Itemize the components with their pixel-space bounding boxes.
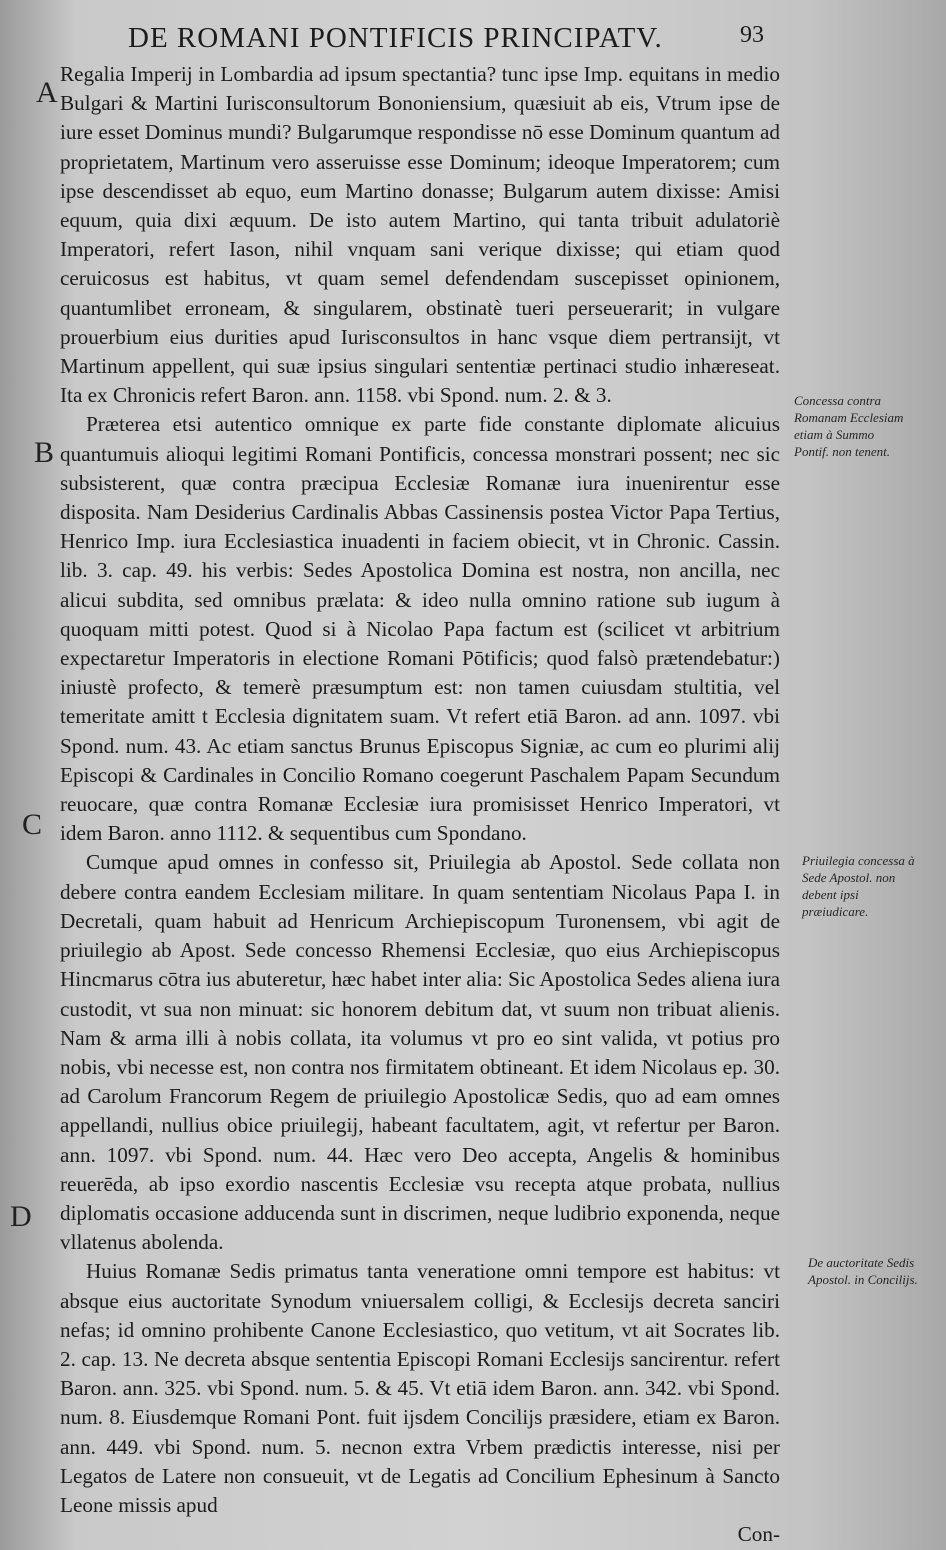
section-letter-d: D [10,1200,32,1233]
page-number: 93 [740,22,764,48]
margin-note-2: Priuilegia concessa à Sede Apostol. non debent ipsi præiudicare. [802,853,915,919]
paragraph-3: Cumque apud omnes in confesso sit, Priuilegia ab Apostol. Sede collata non debere contra eandem Ecclesiam militare. In quam sententiam Nicolaus Papa I. in Decretali, quam habuit ad Henricum Archiepiscopum Turonensem, vbi agit de priuilegio ab Apost. Sede concesso Rhemensi Ecclesiæ, quo eius Archiepiscopus Hincmarus cōtra ius abuteretur, hæc habet inter alia: Sic Apostolica Sedes aliena iura custodit, vt sua non minuat: sic honorem debitum dat, vt suum non tribuat alienis. Nam & arma illi à nobis collata, ita volumus vt pro eo sint valida, vt potius pro nobis, vbi necesse est, non contra nos firmitatem obtineant. Et idem Nicolaus ep. 30. ad Carolum Francorum Regem de priuilegio Apostolicæ Sedis, quo ad eam omnes appellandi, nullius obice priuilegij, habeant facultatem, agit, vt refertur per Baron. ann. 1097. vbi Spond. num. 44. Hæc vero Deo accepta, Angelis & hominibus reuerēda, ab ipso exordio nascentis Ecclesiæ vsu recepta atque probata, nullius diplomatis occasione adducenda sunt in discrimen, neque ludibrio exponenda, neque vllatenus abolenda. [60,850,780,1255]
section-letter-b: B [34,436,55,469]
paragraph-1: Regalia Imperij in Lombardia ad ipsum spectantia? tunc ipse Imp. equitans in medio Bulgari & Martini Iurisconsultorum Bononiensium, quæsiuit ab eis, Vtrum ipse de iure esset Dominus mundi? Bulgarumque respondisse nō esse Dominum quantum ad proprietatem, Martinum vero asseruisse esse Dominum; ideoque Imperatorem; cum ipse descendisset ab equo, eum Martino donasse; Bulgarum autem dixisse: Amisi equum, quia dixi æquum. De isto autem Martino, qui tanta tribuit adulatoriè Imperatori, refert Iason, nihil vnquam sani verique dixisse; qui etiam quod ceruicosus est habitus, vt quam semel defendendam suscepisset opinionem, quantumlibet erroneam, & singularem, obstinatè tueri perseuerarit; in vulgare prouerbium eius durities apud Iurisconsultos in hanc vsque diem pertransijt, vt Martinum appellent, qui suæ ipsius singulari sententiæ pertinaci studio inhæreseat. Ita ex Chronicis refert Baron. ann. 1158. vbi Spond. num. 2. & 3. [60,62,780,408]
margin-note-1: Concessa contra Romanam Ecclesiam etiam à Summo Pontif. non tenent. [794,393,904,459]
section-letter-c: C [22,808,43,841]
paragraph-4: Huius Romanæ Sedis primatus tanta veneratione omni tempore est habitus: vt absque eius auctoritate Synodum vniuersalem colligi, & Ecclesijs decreta sanciri nefas; id omnino prohibente Canone Ecclesiastico, quo vetitum, vt ait Socrates lib. 2. cap. 13. Ne decreta absque sententia Episcopi Romani Ecclesijs sancirentur. refert Baron. ann. 325. vbi Spond. num. 5. & 45. Vt etiā idem Baron. ann. 342. vbi Spond. num. 8. Eiusdemque Romani Pont. fuit ijsdem Concilijs præsidere, etiam ex Baron. ann. 449. vbi Spond. num. 5. necnon extra Vrbem prædictis interesse, nisi per Legatos de Latere non consueuit, vt de Legatis ad Concilium Ephesinum à Sancto Leone missis apud [60,1259,780,1517]
section-letter-a: A [36,76,58,109]
catchword: Con- [737,1522,780,1547]
paragraph-2: Præterea etsi autentico omnique ex parte fide constante diplomate alicuius quantumuis alioqui legitimi Romani Pontificis, concessa monstrari possent; nec sic subsisterent, quæ contra præcipua Ecclesiæ Romanæ iura inuenirentur esse disposita. Nam Desiderius Cardinalis Abbas Cassinensis postea Victor Papa Tertius, Henrico Imp. iura Ecclesiastica inuadenti in faciem obiecit, vt in Chronic. Cassin. lib. 3. cap. 49. his verbis: Sedes Apostolica Domina est nostra, non ancilla, nec alicui subdita, sed omnibus prælata: & ideo nulla omnino ratione sub iugum à quoquam mitti potest. Quod si à Nicolao Papa factum est (scilicet vt arbitrium expectaretur Imperatoris in electione Romani Pōtificis; quod falsò prætendebatur:) iniustè profecto, & temerè præsumptum est: non tamen cuiusdam stultitia, vel temeritate amitt t Ecclesia dignitatem suam. Vt refert etiā Baron. ad ann. 1097. vbi Spond. num. 43. Ac etiam sanctus Brunus Episcopus Signiæ, ac cum eo plurimi alij Episcopi & Cardinales in Concilio Romano coegerunt Paschalem Papam Secundum reuocare, quæ contra Romanæ Ecclesiæ iura promisisset Henrico Imperatori, vt idem Baron. anno 1112. & sequentibus cum Spondano. [60,412,780,846]
main-text [60,60,780,1549]
margin-note-3: De auctoritate Sedis Apostol. in Concilijs. [808,1255,918,1287]
running-title: DE ROMANI PONTIFICIS PRINCIPATV. [128,22,663,54]
